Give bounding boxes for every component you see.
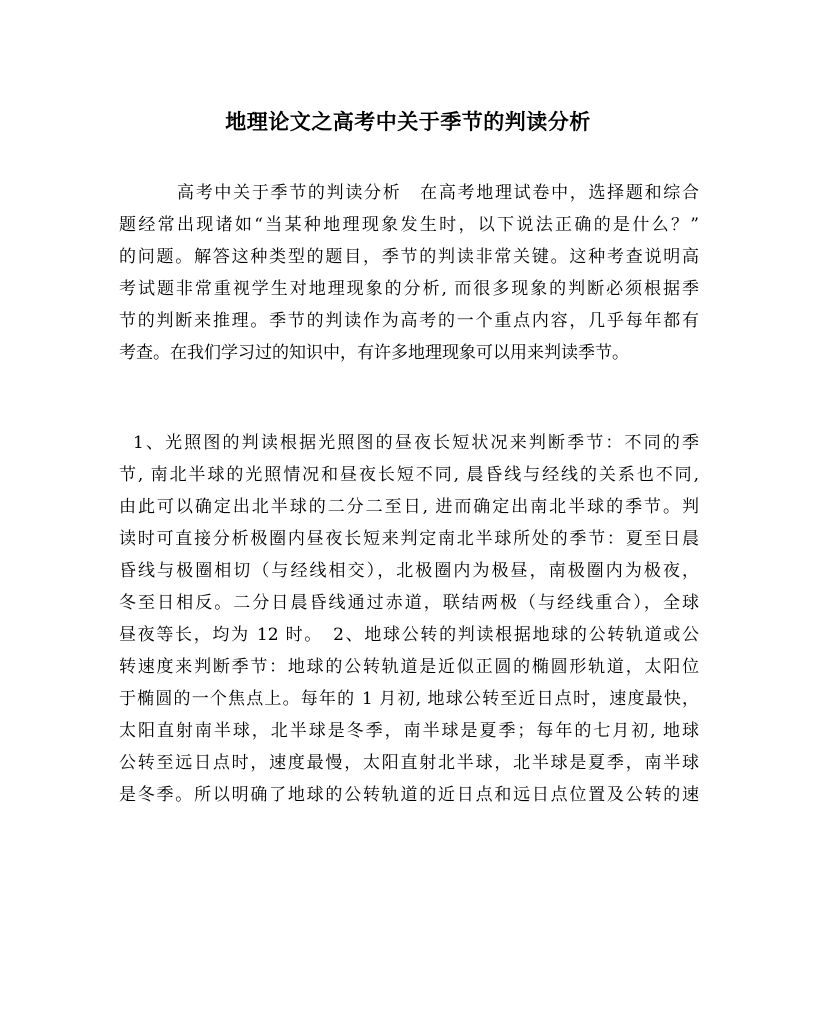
document-title: 地理论文之高考中关于季节的判读分析 xyxy=(225,109,591,134)
text-line: 考查。在我们学习过的知识中，有许多地理现象可以用来判读季节。 xyxy=(119,343,629,363)
text-line: 节, 南北半球的光照情况和昼夜长短不同, 晨昏线与经线的关系也不同, xyxy=(119,465,699,485)
text-line: 于椭圆的一个焦点上。每年的 1 月初, 地球公转至近日点时，速度最快， xyxy=(119,689,699,709)
text-line: 高考中关于季节的判读分析 在高考地理试卷中，选择题和综合 xyxy=(177,183,699,203)
text-line: 节的判断来推理。季节的判读作为高考的一个重点内容，几乎每年都有 xyxy=(119,311,699,331)
text-line: 昼夜等长，均为 12 时。 2、地球公转的判读根据地球的公转轨道或公 xyxy=(119,625,699,645)
text-line: 是冬季。所以明确了地球的公转轨道的近日点和远日点位置及公转的速 xyxy=(119,785,699,805)
text-line: 太阳直射南半球，北半球是冬季，南半球是夏季；每年的七月初, 地球 xyxy=(119,721,699,741)
text-line: 由此可以确定出北半球的二分二至日, 进而确定出南北半球的季节。判 xyxy=(119,497,699,517)
text-line: 冬至日相反。二分日晨昏线通过赤道，联结两极（与经线重合），全球 xyxy=(119,593,699,613)
text-line: 考试题非常重视学生对地理现象的分析, 而很多现象的判断必须根据季 xyxy=(119,279,699,299)
text-line: 1、光照图的判读根据光照图的昼夜长短状况来判断季节：不同的季 xyxy=(133,433,699,453)
text-line: 题经常出现诸如“当某种地理现象发生时，以下说法正确的是什么？” xyxy=(119,215,699,235)
text-line: 的问题。解答这种类型的题目，季节的判读非常关键。这种考查说明高 xyxy=(119,247,699,267)
text-line: 昏线与极圈相切（与经线相交），北极圈内为极昼，南极圈内为极夜， xyxy=(119,561,699,581)
paragraph-intro xyxy=(119,177,699,369)
text-line: 读时可直接分析极圈内昼夜长短来判定南北半球所处的季节：夏至日晨 xyxy=(119,529,699,549)
text-line: 转速度来判断季节：地球的公转轨道是近似正圆的椭圆形轨道，太阳位 xyxy=(119,657,699,677)
text-line: 公转至远日点时，速度最慢，太阳直射北半球，北半球是夏季，南半球 xyxy=(119,753,699,773)
paragraph-sections xyxy=(119,427,699,811)
